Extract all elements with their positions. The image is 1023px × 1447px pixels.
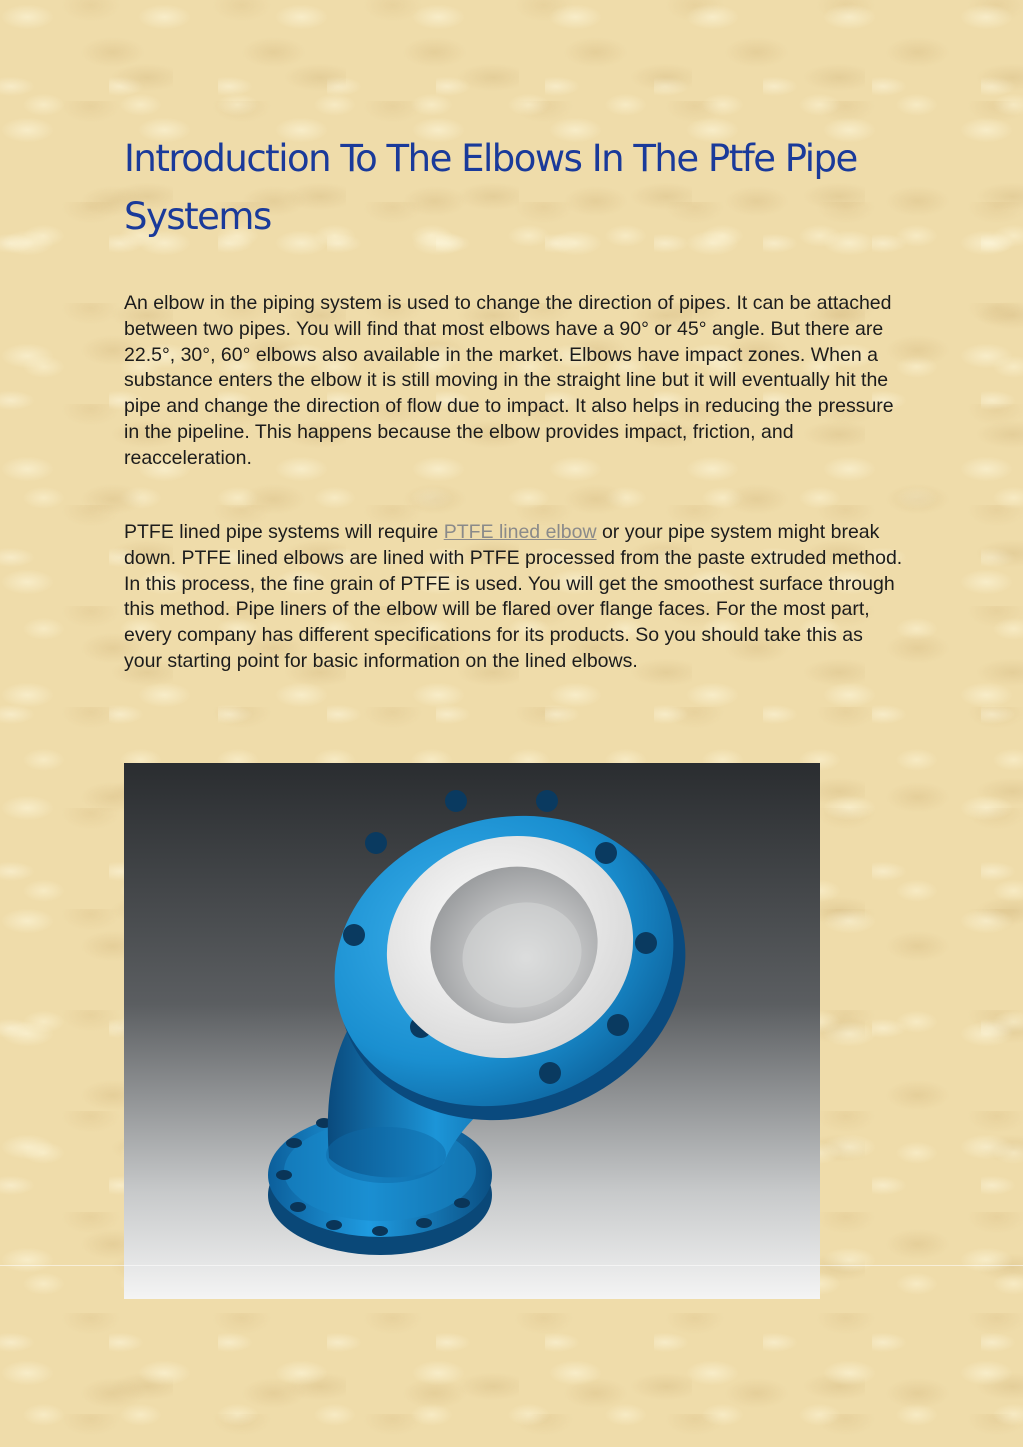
ptfe-lined-elbow-link[interactable]: PTFE lined elbow <box>443 521 597 543</box>
ptfe-lined-elbow-photo <box>124 763 820 1299</box>
liner-paragraph <box>124 520 904 675</box>
page-divider <box>0 1265 1023 1266</box>
intro-paragraph: An elbow in the piping system is used to change the direction of pipes. It can be attached between two pipes. You will find that most elbows have a 90° or 45° angle. But there are 22.5°, 30°, 60° elbows also available in the market. Elbows have impact zones. When a substance enters the elbow it is still moving in the straight line but it will eventually hit the pipe and change the direction of flow due to impact. It also helps in reducing the pressure in the pipeline. This happens because the elbow provides impact, friction, and reacceleration. <box>124 292 894 469</box>
paragraph-text-before-link: PTFE lined pipe systems will require <box>124 521 444 543</box>
paragraph-text-after-link: or your pipe system might break down. PTFE lined elbows are lined with PTFE processed from the paste extruded method. In this process, the fine grain of PTFE is used. You will get the smoothest surface through this method. Pipe liners of the elbow will be flared over flange faces. For the most part, every company has different specifications for its products. So you should take this as your starting point for basic information on the lined elbows. <box>124 521 903 672</box>
page-title: Introduction To The Elbows In The Ptfe Pipe Systems <box>124 137 857 238</box>
